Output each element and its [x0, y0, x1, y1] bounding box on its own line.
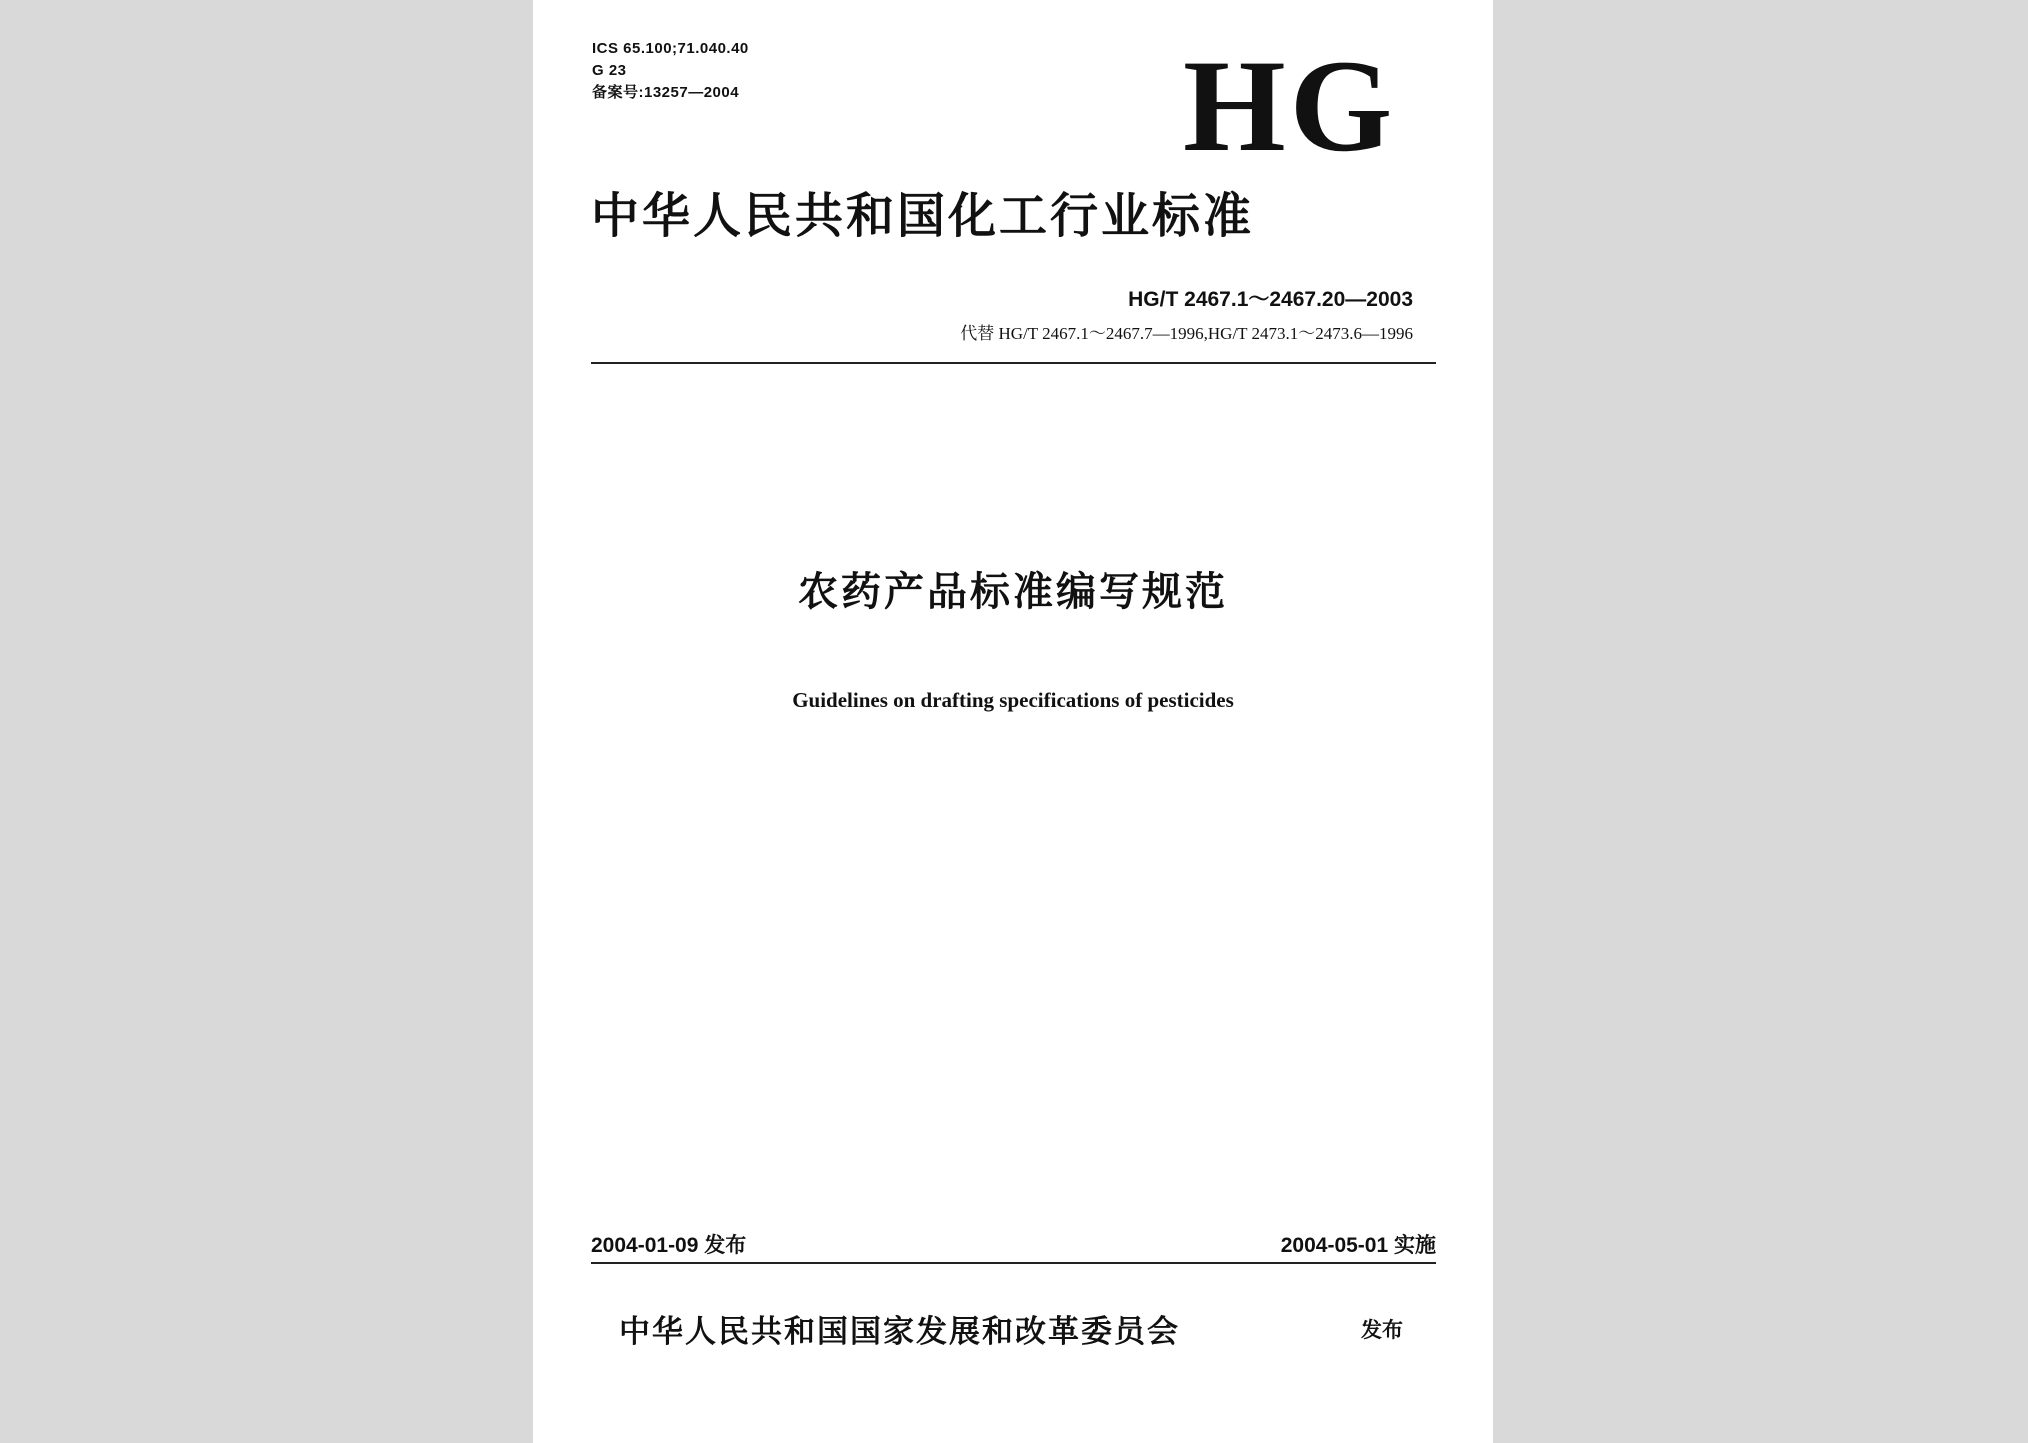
- classification-block: [592, 38, 749, 104]
- hg-logo: HG: [1183, 32, 1397, 179]
- org-title: 中华人民共和国化工行业标准: [591, 188, 1255, 244]
- replaces-note: 代替 HG/T 2467.1～2467.7—1996,HG/T 2473.1～2473.6—1996: [960, 324, 1413, 343]
- document-title-en: Guidelines on drafting specifications of pesticides: [792, 688, 1234, 712]
- issuer-action: 发布: [1361, 1318, 1403, 1342]
- document-title-cn: 农药产品标准编写规范: [798, 569, 1228, 615]
- ccs-code: G 23: [592, 62, 627, 79]
- issuer-name: 中华人民共和国国家发展和改革委员会: [619, 1314, 1180, 1350]
- filing-number: 备案号:13257—2004: [592, 84, 740, 101]
- issue-date: 2004-01-09 发布: [591, 1234, 747, 1257]
- document-page: [533, 0, 1493, 1443]
- standard-code: HG/T 2467.1～2467.20—2003: [1128, 288, 1413, 311]
- ics-code: ICS 65.100;71.040.40: [592, 40, 749, 57]
- footer-divider: [591, 1262, 1436, 1264]
- effective-date: 2004-05-01 实施: [1280, 1234, 1436, 1257]
- header-divider: [591, 362, 1436, 364]
